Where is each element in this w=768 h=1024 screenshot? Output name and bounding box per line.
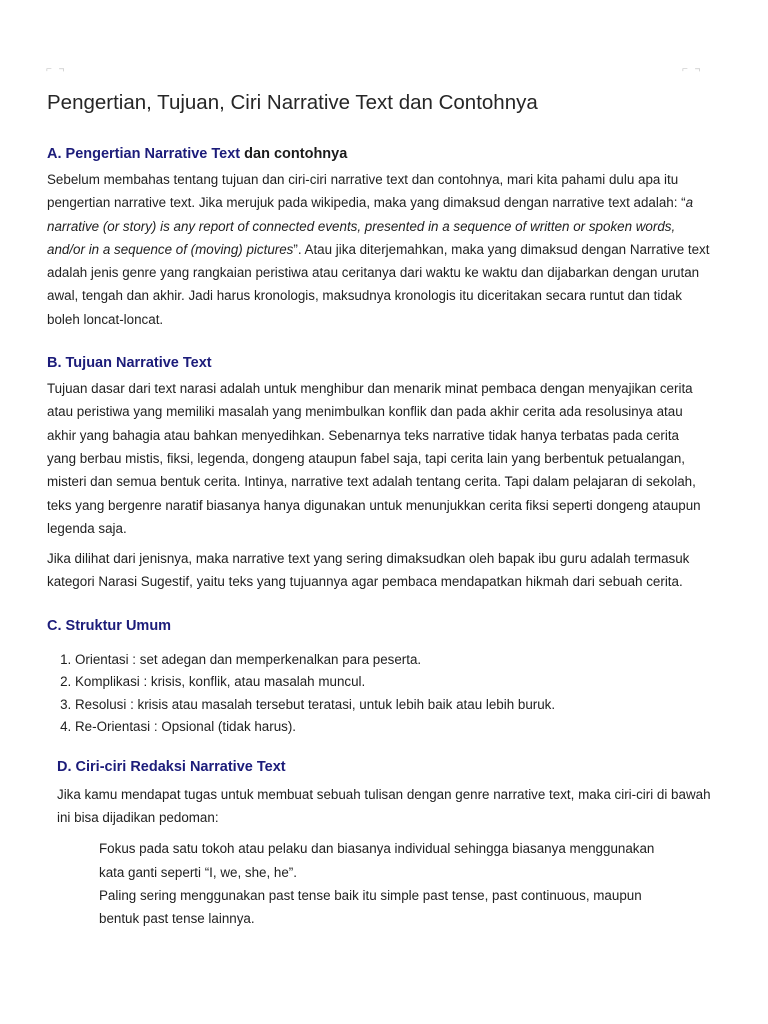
section-b-paragraph-2: Jika dilihat dari jenisnya, maka narrative text yang sering dimaksudkan oleh bapak ibu guru adalah termasuk kategori Narasi Sugestif, yaitu teks yang tujuannya agar pembaca mendapatkan hikmah dari sebuah cerita. [47,551,690,590]
section-b-paragraph-1: Tujuan dasar dari text narasi adalah untuk menghibur dan menarik minat pembaca dengan menyajikan cerita atau peristiwa yang memiliki masalah yang menimbulkan konflik dan pada akhir cerita ada resolusinya atau akhir yang bahagia atau bahkan menyedihkan. Sebenarnya teks narrative tidak hanya terbatas pada cerita yang berbau mistis, fiksi, legenda, dongeng ataupun fabel saja, tapi cerita lain yang berbentuk petualangan, misteri dan semua bentuk cerita. Intinya, narrative text adalah tentang cerita. Tapi dalam pelajaran di sekolah, teks yang bergenre naratif biasanya hanya digunakan untuk menunjukkan cerita fiksi seperti dongeng ataupun legenda saja. [47,381,701,536]
section-a-text-post: ”. Atau jika diterjemahkan, maka yang dimaksud dengan Narrative text adalah jenis genre yang rangkaian peristiwa atau ceritanya dari waktu ke waktu dan dijabarkan dengan urutan awal, tengah dan akhir. Jadi harus kronologis, maksudnya kronologis itu diceritakan secara runtut dan tidak boleh loncat-loncat. [47,241,710,327]
section-d-paragraph: Jika kamu mendapat tugas untuk membuat sebuah tulisan dengan genre narrative text, maka ciri-ciri di bawah ini bisa dijadikan pedoman: [57,786,711,826]
document-page [47,88,711,931]
redaction-list [57,837,679,930]
list-item: 1. Orientasi : set adegan dan memperkenalkan para peserta. [75,649,711,672]
list-item: Fokus pada satu tokoh atau pelaku dan biasanya individual sehingga biasanya menggunakan kata ganti seperti “I, we, she, he”. [99,841,655,880]
section-d [47,757,711,931]
section-a-paragraph [47,168,711,331]
list-item: Paling sering menggunakan past tense baik itu simple past tense, past continuous, maupun bentuk past tense lainnya. [99,887,642,927]
corner-mark-left: ⌐ ¬ [46,64,67,75]
corner-mark-right: ⌐ ¬ [682,64,703,75]
section-a-quote: a narrative (or story) is any report of connected events, presented in a sequence of written or spoken words, and/or in a sequence of (moving) pictures [47,195,694,257]
section-a-heading-main: A. Pengertian Narrative Text [47,146,241,162]
section-b-heading: B. Tujuan Narrative Text [47,355,212,372]
list-item: 2. Komplikasi : krisis, konflik, atau masalah muncul. [75,671,711,694]
structure-list [47,649,711,739]
list-item: 3. Resolusi : krisis atau masalah tersebut teratasi, untuk lebih baik atau lebih buruk. [75,694,711,717]
section-c-heading: C. Struktur Umum [47,617,172,634]
section-a-heading-rest: dan contohnya [240,146,348,162]
page-title: Pengertian, Tujuan, Ciri Narrative Text dan Contohnya [47,91,538,114]
section-a-text-pre: Sebelum membahas tentang tujuan dan ciri-ciri narrative text dan contohnya, mari kita pahami dulu apa itu pengertian narrative text. Jika merujuk pada wikipedia, maka yang dimaksud dengan narrative text adalah: “ [47,172,686,211]
list-item: 4. Re-Orientasi : Opsional (tidak harus). [75,716,711,739]
section-d-heading: D. Ciri-ciri Redaksi Narrative Text [57,758,286,775]
section-a-heading [47,144,711,164]
